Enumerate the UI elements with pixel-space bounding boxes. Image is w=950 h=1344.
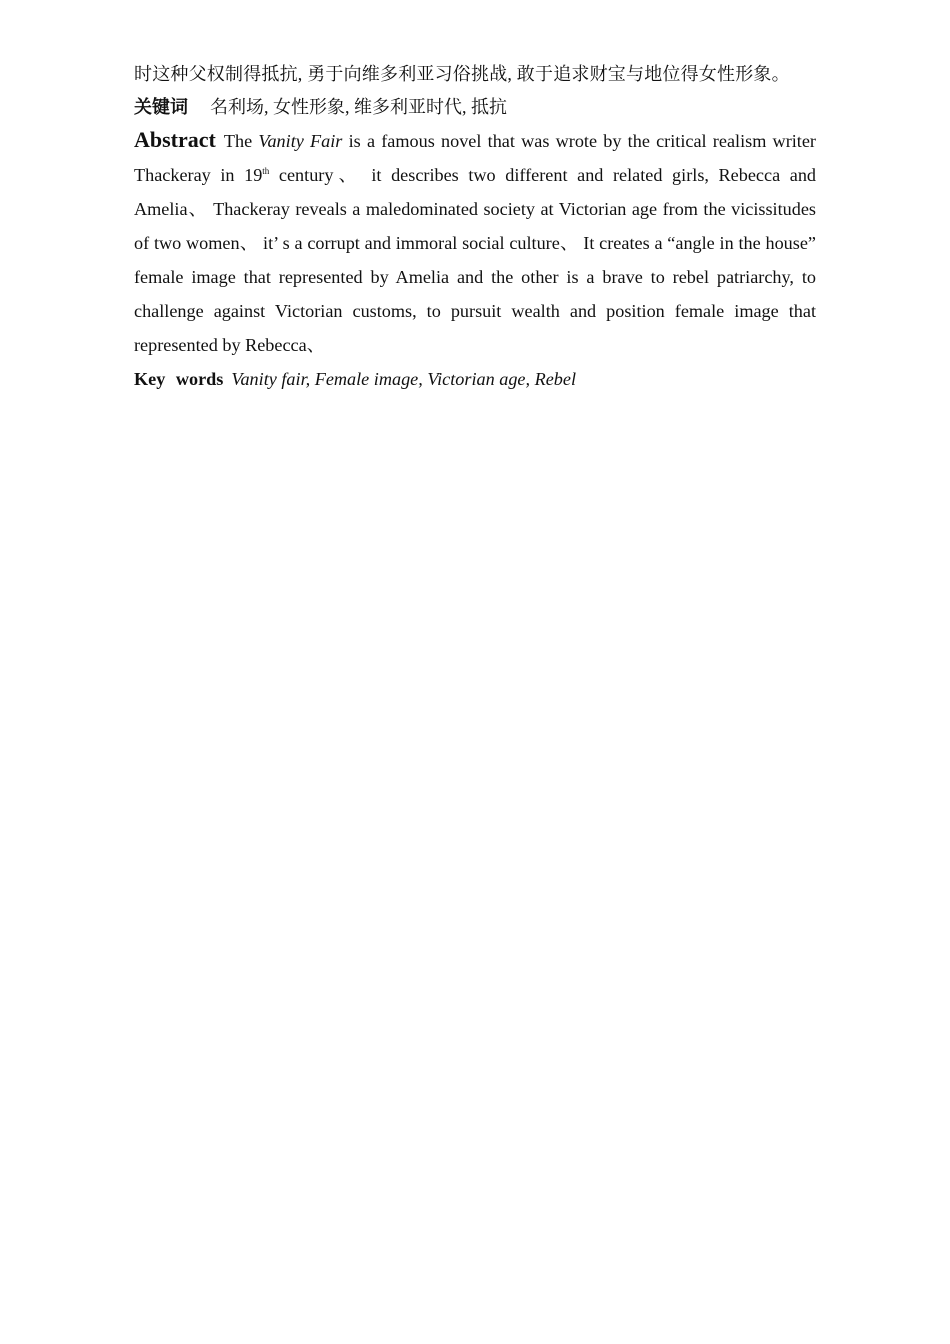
chinese-keywords-label: 关键词 [134, 97, 188, 117]
abstract-text-part1: The [223, 131, 259, 151]
chinese-abstract-last-line: 时这种父权制得抵抗, 勇于向维多利亚习俗挑战, 敢于追求财宝与地位得女性形象。 [134, 64, 790, 84]
abstract-text-part2: is a famous novel that was wrote by the critical realism writer Thackeray in 19 [134, 131, 816, 185]
chinese-keywords-values: 名利场, 女性形象, 维多利亚时代, 抵抗 [210, 97, 507, 117]
english-keywords-label: Key words [134, 369, 224, 389]
chinese-keywords [134, 91, 816, 123]
abstract-label: Abstract [134, 127, 216, 152]
document-page [134, 58, 816, 396]
abstract-text-part3: century、 it describes two different and related girls, Rebecca and Amelia、 Thackeray reveals a maledominated society at Victorian age from the vicissitudes of two women、 it’ s a corrupt and immoral social culture、 It creates a “angle in the house” female image that represented by Amelia and the other is a brave to rebel patriarchy, to challenge against Victorian customs, to pursuit wealth and position female image that represented by Rebecca、 [134, 165, 817, 355]
english-keywords [134, 362, 816, 396]
abstract-superscript: th [262, 165, 270, 176]
abstract-novel-title: Vanity Fair [258, 131, 343, 151]
english-abstract [134, 123, 816, 362]
english-keywords-values: Vanity fair, Female image, Victorian age, Rebel [231, 369, 576, 389]
